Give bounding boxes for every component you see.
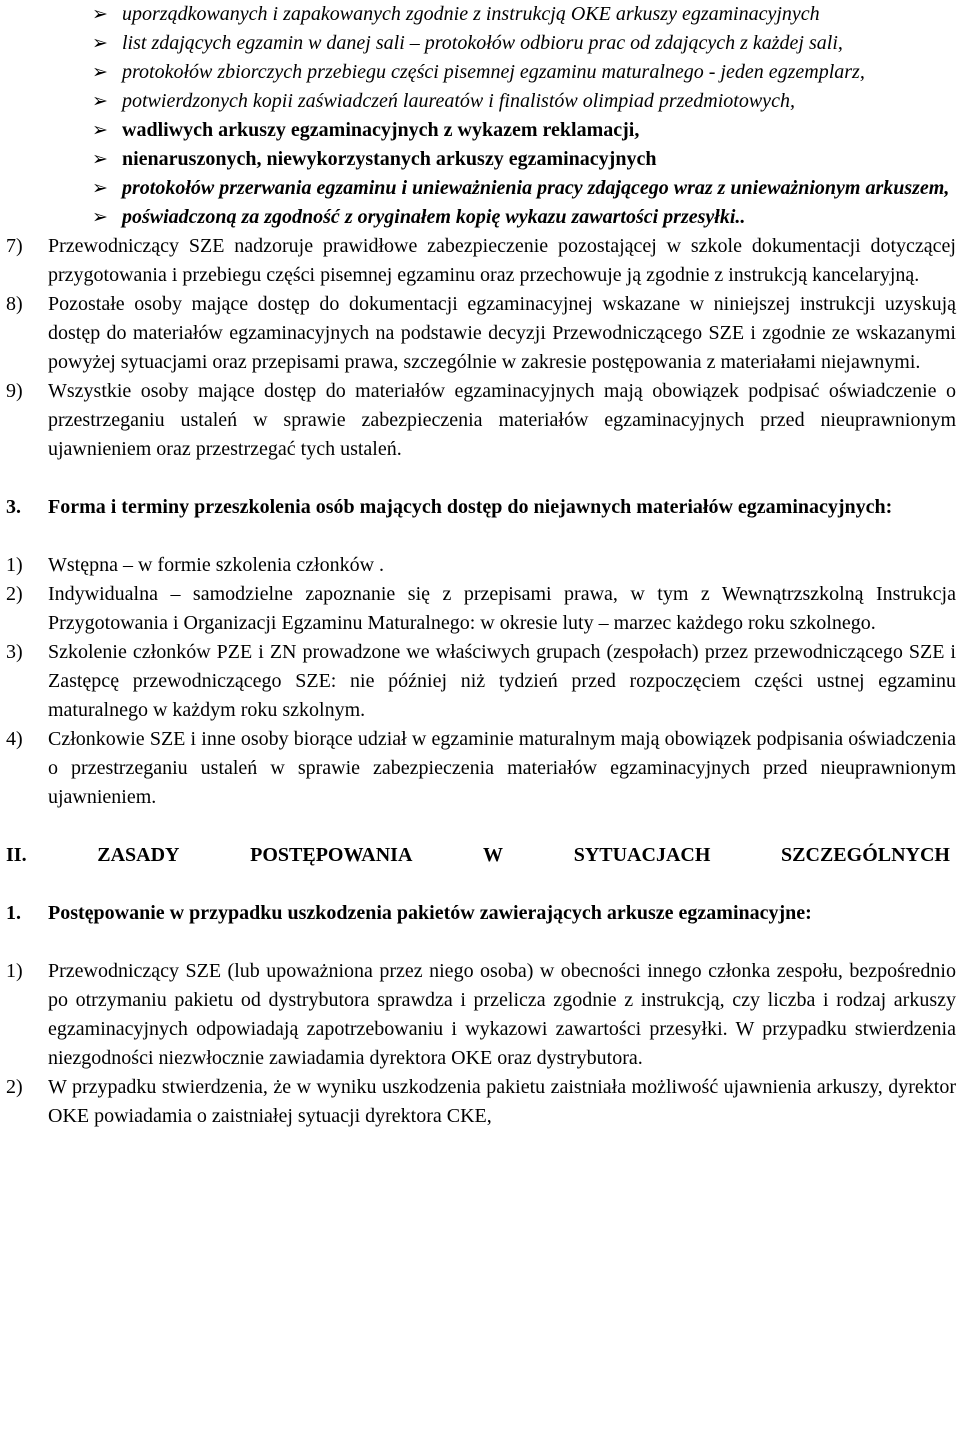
training-item-2: 2) Indywidualna – samodzielne zapoznanie się z przepisami prawa, w tym z Wewnątrzszkolną Instrukcja Przygotowania i Organizacji Egzaminu Maturalnego: w okresie luty – marzec każdego roku szkolnego. <box>6 583 956 634</box>
numbered-item-7: 7) Przewodniczący SZE nadzoruje prawidłowe zabezpieczenie pozostającej w szkole dokumentacji dotyczącej przygotowania i przebiegu części pisemnej egzaminu oraz przechowuje ją zgodnie z instrukcją kancelaryjną. <box>6 235 956 286</box>
bullet-list <box>6 0 956 232</box>
list-item: ➢ list zdających egzamin w danej sali – protokołów odbioru prac od zdających z każdej sali, <box>122 29 956 58</box>
numbered-item-8: 8) Pozostałe osoby mające dostęp do dokumentacji egzaminacyjnej wskazane w niniejszej instrukcji uzyskują dostęp do materiałów egzaminacyjnych na podstawie decyzji Przewodniczącego SZE i zgodnie ze wskazanymi powyżej sytuacjami oraz przepisami prawa, szczególnie w zakresie postępowania z materiałami niejawnymi. <box>6 293 956 373</box>
list-item: ➢ wadliwych arkuszy egzaminacyjnych z wykazem reklamacji, <box>122 116 956 145</box>
list-item: ➢ potwierdzonych kopii zaświadczeń laureatów i finalistów olimpiad przedmiotowych, <box>122 87 956 116</box>
procedure-item-2: 2) W przypadku stwierdzenia, że w wyniku uszkodzenia pakietu zaistniała możliwość ujawnienia arkuszy, dyrektor OKE powiadamia o zaistniałej sytuacji dyrektora CKE, <box>6 1076 956 1127</box>
section-II-heading: II. ZASADY POSTĘPOWANIA W SYTUACJACH SZCZEGÓLNYCH <box>6 844 950 866</box>
training-item-3: 3) Szkolenie członków PZE i ZN prowadzone we właściwych grupach (zespołach) przez przewodniczącego SZE i Zastępcę przewodniczącego SZE: nie później niż tydzień przed rozpoczęciem części ustnej egzaminu maturalnego w każdym roku szkolnym. <box>6 641 956 721</box>
section-3-heading: 3. Forma i terminy przeszkolenia osób mających dostęp do niejawnych materiałów egzaminacyjnych: <box>6 496 893 518</box>
list-item: ➢ protokołów przerwania egzaminu i unieważnienia pracy zdającego wraz z unieważnionym arkuszem, <box>122 174 956 203</box>
training-item-1: 1) Wstępna – w formie szkolenia członków . <box>6 554 385 576</box>
section-1-heading: 1. Postępowanie w przypadku uszkodzenia pakietów zawierających arkusze egzaminacyjne: <box>6 902 812 924</box>
procedure-item-1: 1) Przewodniczący SZE (lub upoważniona przez niego osoba) w obecności innego członka zespołu, bezpośrednio po otrzymaniu pakietu od dystrybutora sprawdza i przelicza zgodnie z instrukcją, czy liczba i rodzaj arkuszy egzaminacyjnych odpowiadają zapotrzebowaniu i wykazowi zawartości przesyłki. W przypadku stwierdzenia niezgodności niezwłocznie zawiadamia dyrektora OKE oraz dystrybutora. <box>6 960 956 1069</box>
list-item: ➢ poświadczoną za zgodność z oryginałem kopię wykazu zawartości przesyłki.. <box>122 203 956 232</box>
list-item: ➢ nienaruszonych, niewykorzystanych arkuszy egzaminacyjnych <box>122 145 956 174</box>
training-item-4: 4) Członkowie SZE i inne osoby biorące udział w egzaminie maturalnym mają obowiązek podpisania oświadczenia o przestrzeganiu ustaleń w sprawie zabezpieczenia materiałów egzaminacyjnych przed nieuprawnionym ujawnieniem. <box>6 728 956 808</box>
numbered-item-9: 9) Wszystkie osoby mające dostęp do materiałów egzaminacyjnych mają obowiązek podpisać oświadczenie o przestrzeganiu ustaleń w sprawie zabezpieczenia materiałów egzaminacyjnych przed nieuprawnionym ujawnieniem oraz przestrzegać tych ustaleń. <box>6 380 956 460</box>
list-item: ➢ protokołów zbiorczych przebiegu części pisemnej egzaminu maturalnego - jeden egzemplarz, <box>122 58 956 87</box>
list-item: ➢ uporządkowanych i zapakowanych zgodnie z instrukcją OKE arkuszy egzaminacyjnych <box>122 0 956 29</box>
